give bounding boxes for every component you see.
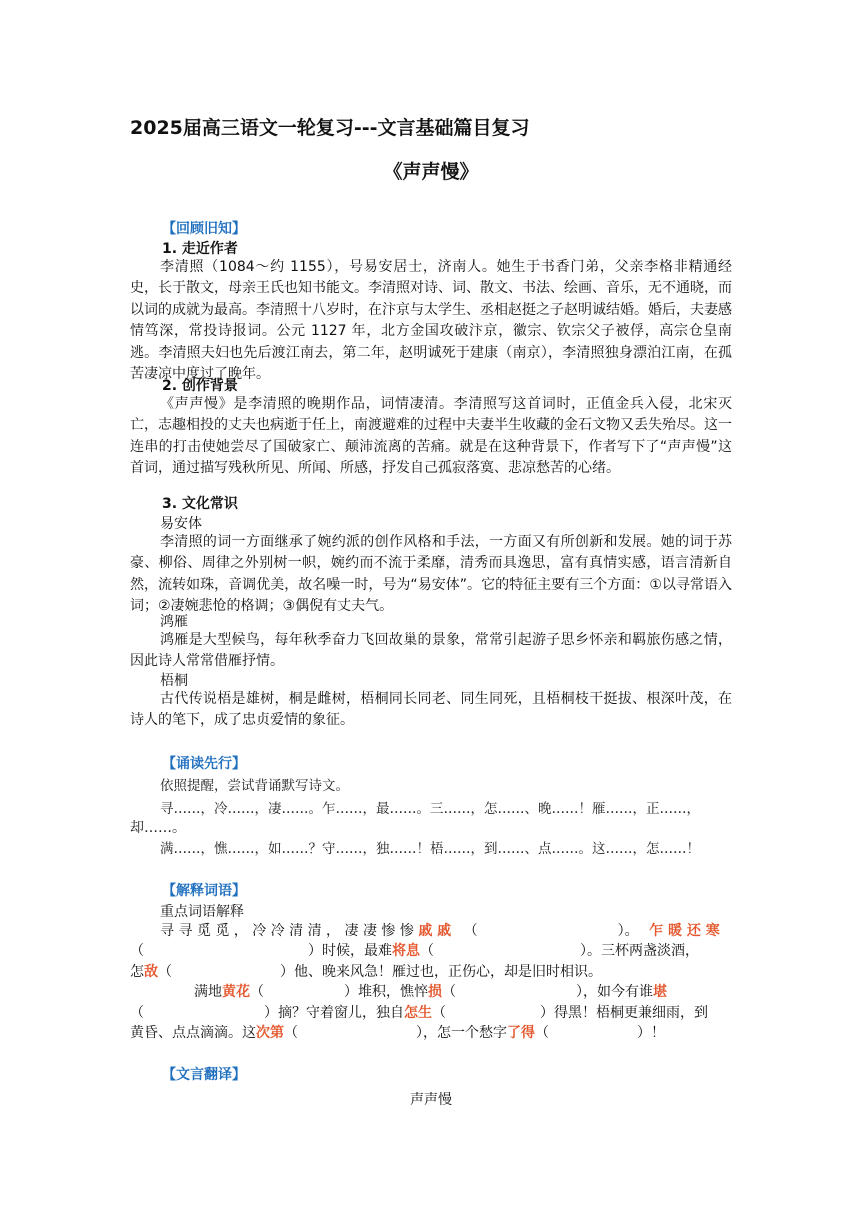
keyword-zhanuanhuanhan: 乍 暖 还 寒	[649, 923, 720, 939]
author-paragraph: 李清照（1084～约 1155），号易安居士，济南人。她生于书香门弟，父亲李格非精通经史，长于散文，母亲王氏也知书能文。李清照对诗、词、散文、书法、绘画、音乐，无不通晓，而以词的成就为最高。李清照十八岁时，在汴京与太学生、丞相赵挺之子赵明诚结婚。婚后，夫妻感情笃深，常投诗报词。公元 1127 年，北方金国攻破汴京，徽宗、钦宗父子被俘，高宗仓皇南逃。李清照夫妇也先后渡江南去，第二年，赵明诚死于建康（南京），李清照独身漂泊江南，在孤苦凄凉中度过了晚年。	[130, 259, 732, 383]
vocab-text: （	[250, 984, 264, 1000]
vocab-text: （	[442, 984, 456, 1000]
vocab-text: （	[420, 943, 434, 959]
section-vocab-heading: 【解释词语】	[162, 883, 246, 899]
goose-paragraph: 鸿雁是大型候鸟，每年秋季奋力飞回故巢的景象，常常引起游子思乡怀亲和羁旅伤感之情，因此诗人常常借雁抒情。	[130, 632, 732, 670]
recite-line-2: 却……。	[130, 820, 186, 836]
keyword-jiangxi: 将息	[392, 943, 420, 959]
vocab-text: （	[130, 1005, 144, 1021]
vocab-text: ），怎一个愁字	[416, 1025, 507, 1041]
vocab-line-3	[130, 961, 732, 981]
vocab-text: （	[284, 1025, 298, 1041]
vocab-line-6	[130, 1022, 732, 1042]
section-recite-heading: 【诵读先行】	[162, 756, 246, 772]
vocab-text: （	[535, 1025, 549, 1041]
vocab-text: ）得黑！梧桐更兼细雨，到	[540, 1005, 708, 1021]
poem-title: 《声声慢》	[383, 161, 479, 183]
vocab-text: ）他、晚来风急！雁过也，正伤心，却是旧时相识。	[280, 964, 602, 980]
culture-term-wutong: 梧桐	[160, 673, 188, 689]
vocab-text: 满地	[194, 984, 222, 1000]
section-translate-heading: 【文言翻译】	[162, 1067, 246, 1083]
vocab-text: ）堆积，憔悴	[344, 984, 428, 1000]
vocab-text: （	[130, 943, 144, 959]
vocab-text: ）。	[617, 923, 639, 939]
vocab-text: ）摘？守着窗儿，独自	[264, 1005, 404, 1021]
recite-instruction: 依照提醒，尝试背诵默写诗文。	[160, 778, 349, 794]
document-title: 2025届高三语文一轮复习---文言基础篇目复习	[130, 117, 530, 139]
keyword-sun: 损	[428, 984, 442, 1000]
vocab-text: ）！	[637, 1025, 665, 1041]
vocab-text: 黄昏、点点滴滴。这	[130, 1025, 256, 1041]
vocab-text: 怎	[130, 964, 144, 980]
vocab-line-1	[160, 920, 732, 940]
vocab-line-5	[130, 1002, 732, 1022]
keyword-cidi: 次第	[256, 1025, 284, 1041]
wutong-paragraph: 古代传说梧是雄树，桐是雌树，梧桐同长同老、同生同死，且梧桐枝干挺拔、根深叶茂，在诗人的笔下，成了忠贞爱情的象征。	[130, 691, 732, 729]
vocab-text: 寻 寻 觅 觅 ， 冷 冷 清 清 ， 凄 凄 惨 惨	[160, 923, 414, 939]
recite-line-1: 寻……，冷……，凄……。乍……，最……。三……，怎……、晚……！雁……，正……，	[160, 801, 700, 817]
vocab-text: ），如今有谁	[576, 984, 653, 1000]
keyword-qiqi: 戚 戚	[418, 923, 452, 939]
poem-heading: 声声慢	[410, 1092, 452, 1108]
review-heading-culture: 3. 文化常识	[162, 496, 238, 512]
vocab-line-4	[194, 981, 732, 1001]
vocab-line-2	[130, 940, 732, 960]
vocab-instruction: 重点词语解释	[160, 904, 244, 920]
section-review-heading: 【回顾旧知】	[162, 221, 246, 237]
culture-term-goose: 鸿雁	[160, 614, 188, 630]
review-heading-author: 1. 走近作者	[162, 241, 238, 257]
vocab-text: ）。三杯两盏淡酒，	[580, 943, 699, 959]
yian-paragraph: 李清照的词一方面继承了婉约派的创作风格和手法，一方面又有所创新和发展。她的词于苏豪、柳俗、周律之外别树一帜，婉约而不流于柔靡，清秀而具逸思，富有真情实感，语言清新自然，流转如珠，音调优美，故名噪一时，号为“易安体”。它的特征主要有三个方面：①以寻常语入词；②凄婉悲怆的格调；③偶倪有丈夫气。	[130, 534, 732, 615]
keyword-huanghua: 黄花	[222, 984, 250, 1000]
keyword-liaode: 了得	[507, 1025, 535, 1041]
vocab-text: ）时候，最难	[308, 943, 392, 959]
keyword-kan: 堪	[653, 984, 667, 1000]
culture-term-yian: 易安体	[160, 516, 202, 532]
vocab-text: （	[463, 923, 478, 939]
keyword-di: 敌	[144, 964, 158, 980]
vocab-text: （	[158, 964, 172, 980]
keyword-zensheng: 怎生	[404, 1005, 432, 1021]
vocab-text: （	[432, 1005, 446, 1021]
background-paragraph: 《声声慢》是李清照的晚期作品，词情凄清。李清照写这首词时，正值金兵入侵，北宋灭亡，志趣相投的丈夫也病逝于任上，南渡避难的过程中夫妻半生收藏的金石文物又丢失殆尽。这一连串的打击使她尝尽了国破家亡、颠沛流离的苦痛。就是在这种背景下，作者写下了“声声慢”这首词，通过描写残秋所见、所闻、所感，抒发自己孤寂落寞、悲凉愁苦的心绪。	[130, 396, 732, 477]
review-heading-background: 2. 创作背景	[162, 378, 238, 394]
recite-line-3: 满……，憔……，如……？守……，独……！梧……，到……、点……。这……，怎……！	[160, 841, 700, 857]
